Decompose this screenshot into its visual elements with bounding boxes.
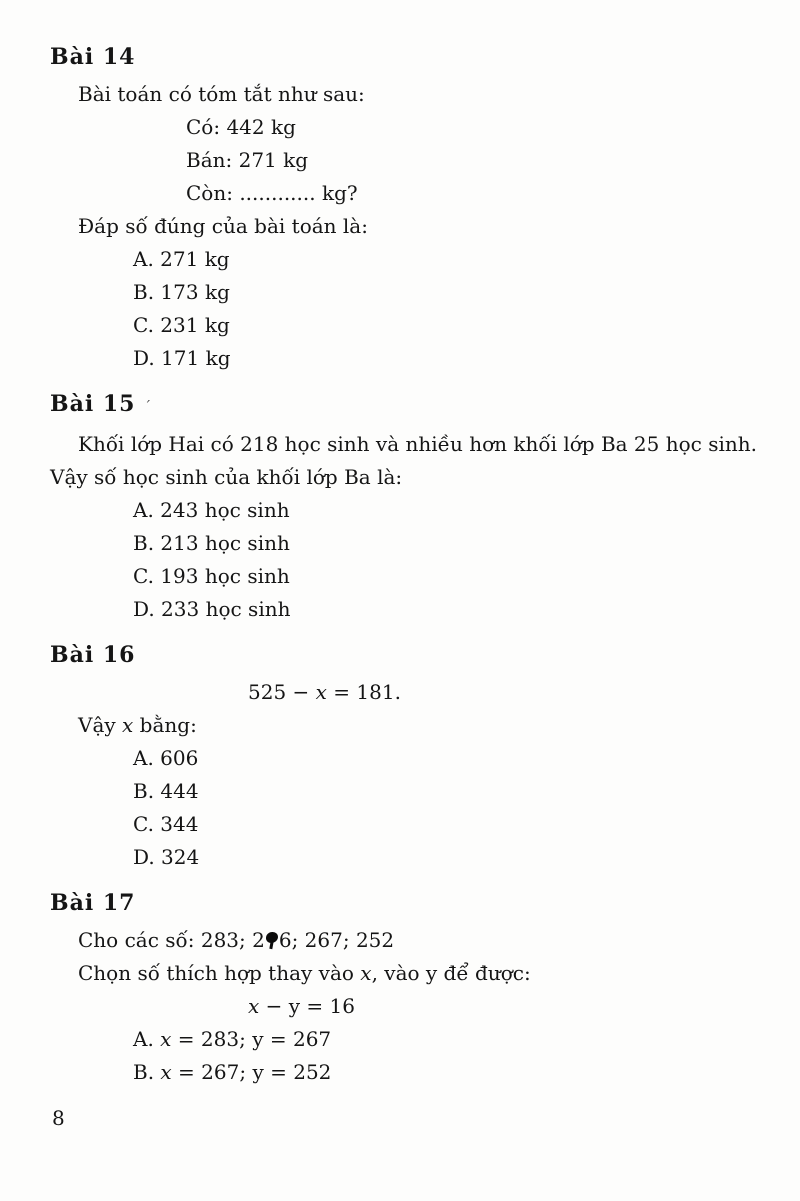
given-text: Cho các số: 283; 2 [78, 928, 265, 952]
variable-x: x [360, 961, 372, 985]
exercise-17-task [78, 957, 800, 990]
variable-x: x [122, 713, 134, 737]
exercise-15-text-line1: Khối lớp Hai có 218 học sinh và nhiều hơn khối lớp Ba 25 học sinh. [78, 432, 757, 456]
option-16-a: A. 606 [133, 746, 199, 770]
exercise-15-heading [50, 389, 800, 422]
exercise-17-title: Bài 17 [50, 890, 136, 916]
exercise-16-equation [248, 676, 800, 709]
exercise-14-heading [50, 42, 800, 72]
option-label: B. [133, 1060, 161, 1084]
option-15-b: B. 213 học sinh [133, 531, 290, 555]
option-14-d: D. 171 kg [133, 346, 231, 370]
option-15-d: D. 233 học sinh [133, 597, 291, 621]
exercise-15-text-line2: Vậy số học sinh của khối lớp Ba là: [50, 465, 403, 489]
page-number: 8 [52, 1106, 65, 1130]
equation-text: = 181. [326, 680, 401, 704]
option-14-a: A. 271 kg [133, 247, 230, 271]
variable-x: x [248, 994, 260, 1018]
exercise-17 [0, 888, 800, 1089]
exercise-17-given-numbers [78, 924, 800, 957]
exercise-14-question: Đáp số đúng của bài toán là: [78, 214, 368, 238]
equation-text: − y = 16 [259, 994, 355, 1018]
task-text: Chọn số thích hợp thay vào [78, 961, 361, 985]
exercise-16 [0, 640, 800, 874]
exercise-15-title: Bài 15 [50, 391, 136, 417]
option-15-c: C. 193 học sinh [133, 564, 290, 588]
ink-blot-mark [266, 932, 278, 943]
given-text: 6; 267; 252 [278, 928, 395, 952]
option-label: A. [133, 1027, 161, 1051]
option-16-b: B. 444 [133, 779, 199, 803]
summary-line-ban: Bán: 271 kg [186, 148, 309, 172]
exercise-14-title: Bài 14 [50, 44, 136, 70]
option-16-c: C. 344 [133, 812, 199, 836]
scan-artifact-mark: ˊ [144, 399, 152, 415]
task-text: , vào y để được: [371, 961, 531, 985]
variable-x: x [160, 1060, 172, 1084]
option-text: = 267; y = 252 [171, 1060, 332, 1084]
question-text: Vậy [78, 713, 123, 737]
equation-text: 525 − [248, 680, 316, 704]
exercise-14-intro: Bài toán có tóm tắt như sau: [78, 82, 365, 106]
option-text: = 283; y = 267 [171, 1027, 332, 1051]
option-14-b: B. 173 kg [133, 280, 230, 304]
option-17-b [133, 1056, 800, 1089]
exercise-16-question [78, 709, 800, 742]
exercise-15 [0, 389, 800, 626]
option-17-a [133, 1023, 800, 1056]
summary-line-con: Còn: ............ kg? [186, 181, 358, 205]
exercise-17-equation [248, 990, 800, 1023]
option-16-d: D. 324 [133, 845, 200, 869]
exercise-17-heading [50, 888, 800, 918]
exercise-14 [0, 42, 800, 375]
option-15-a: A. 243 học sinh [133, 498, 290, 522]
summary-line-co: Có: 442 kg [186, 115, 296, 139]
exercise-16-title: Bài 16 [50, 642, 136, 668]
variable-x: x [160, 1027, 172, 1051]
option-14-c: C. 231 kg [133, 313, 230, 337]
exercise-16-heading [50, 640, 800, 670]
question-text: bằng: [133, 713, 197, 737]
variable-x: x [315, 680, 327, 704]
